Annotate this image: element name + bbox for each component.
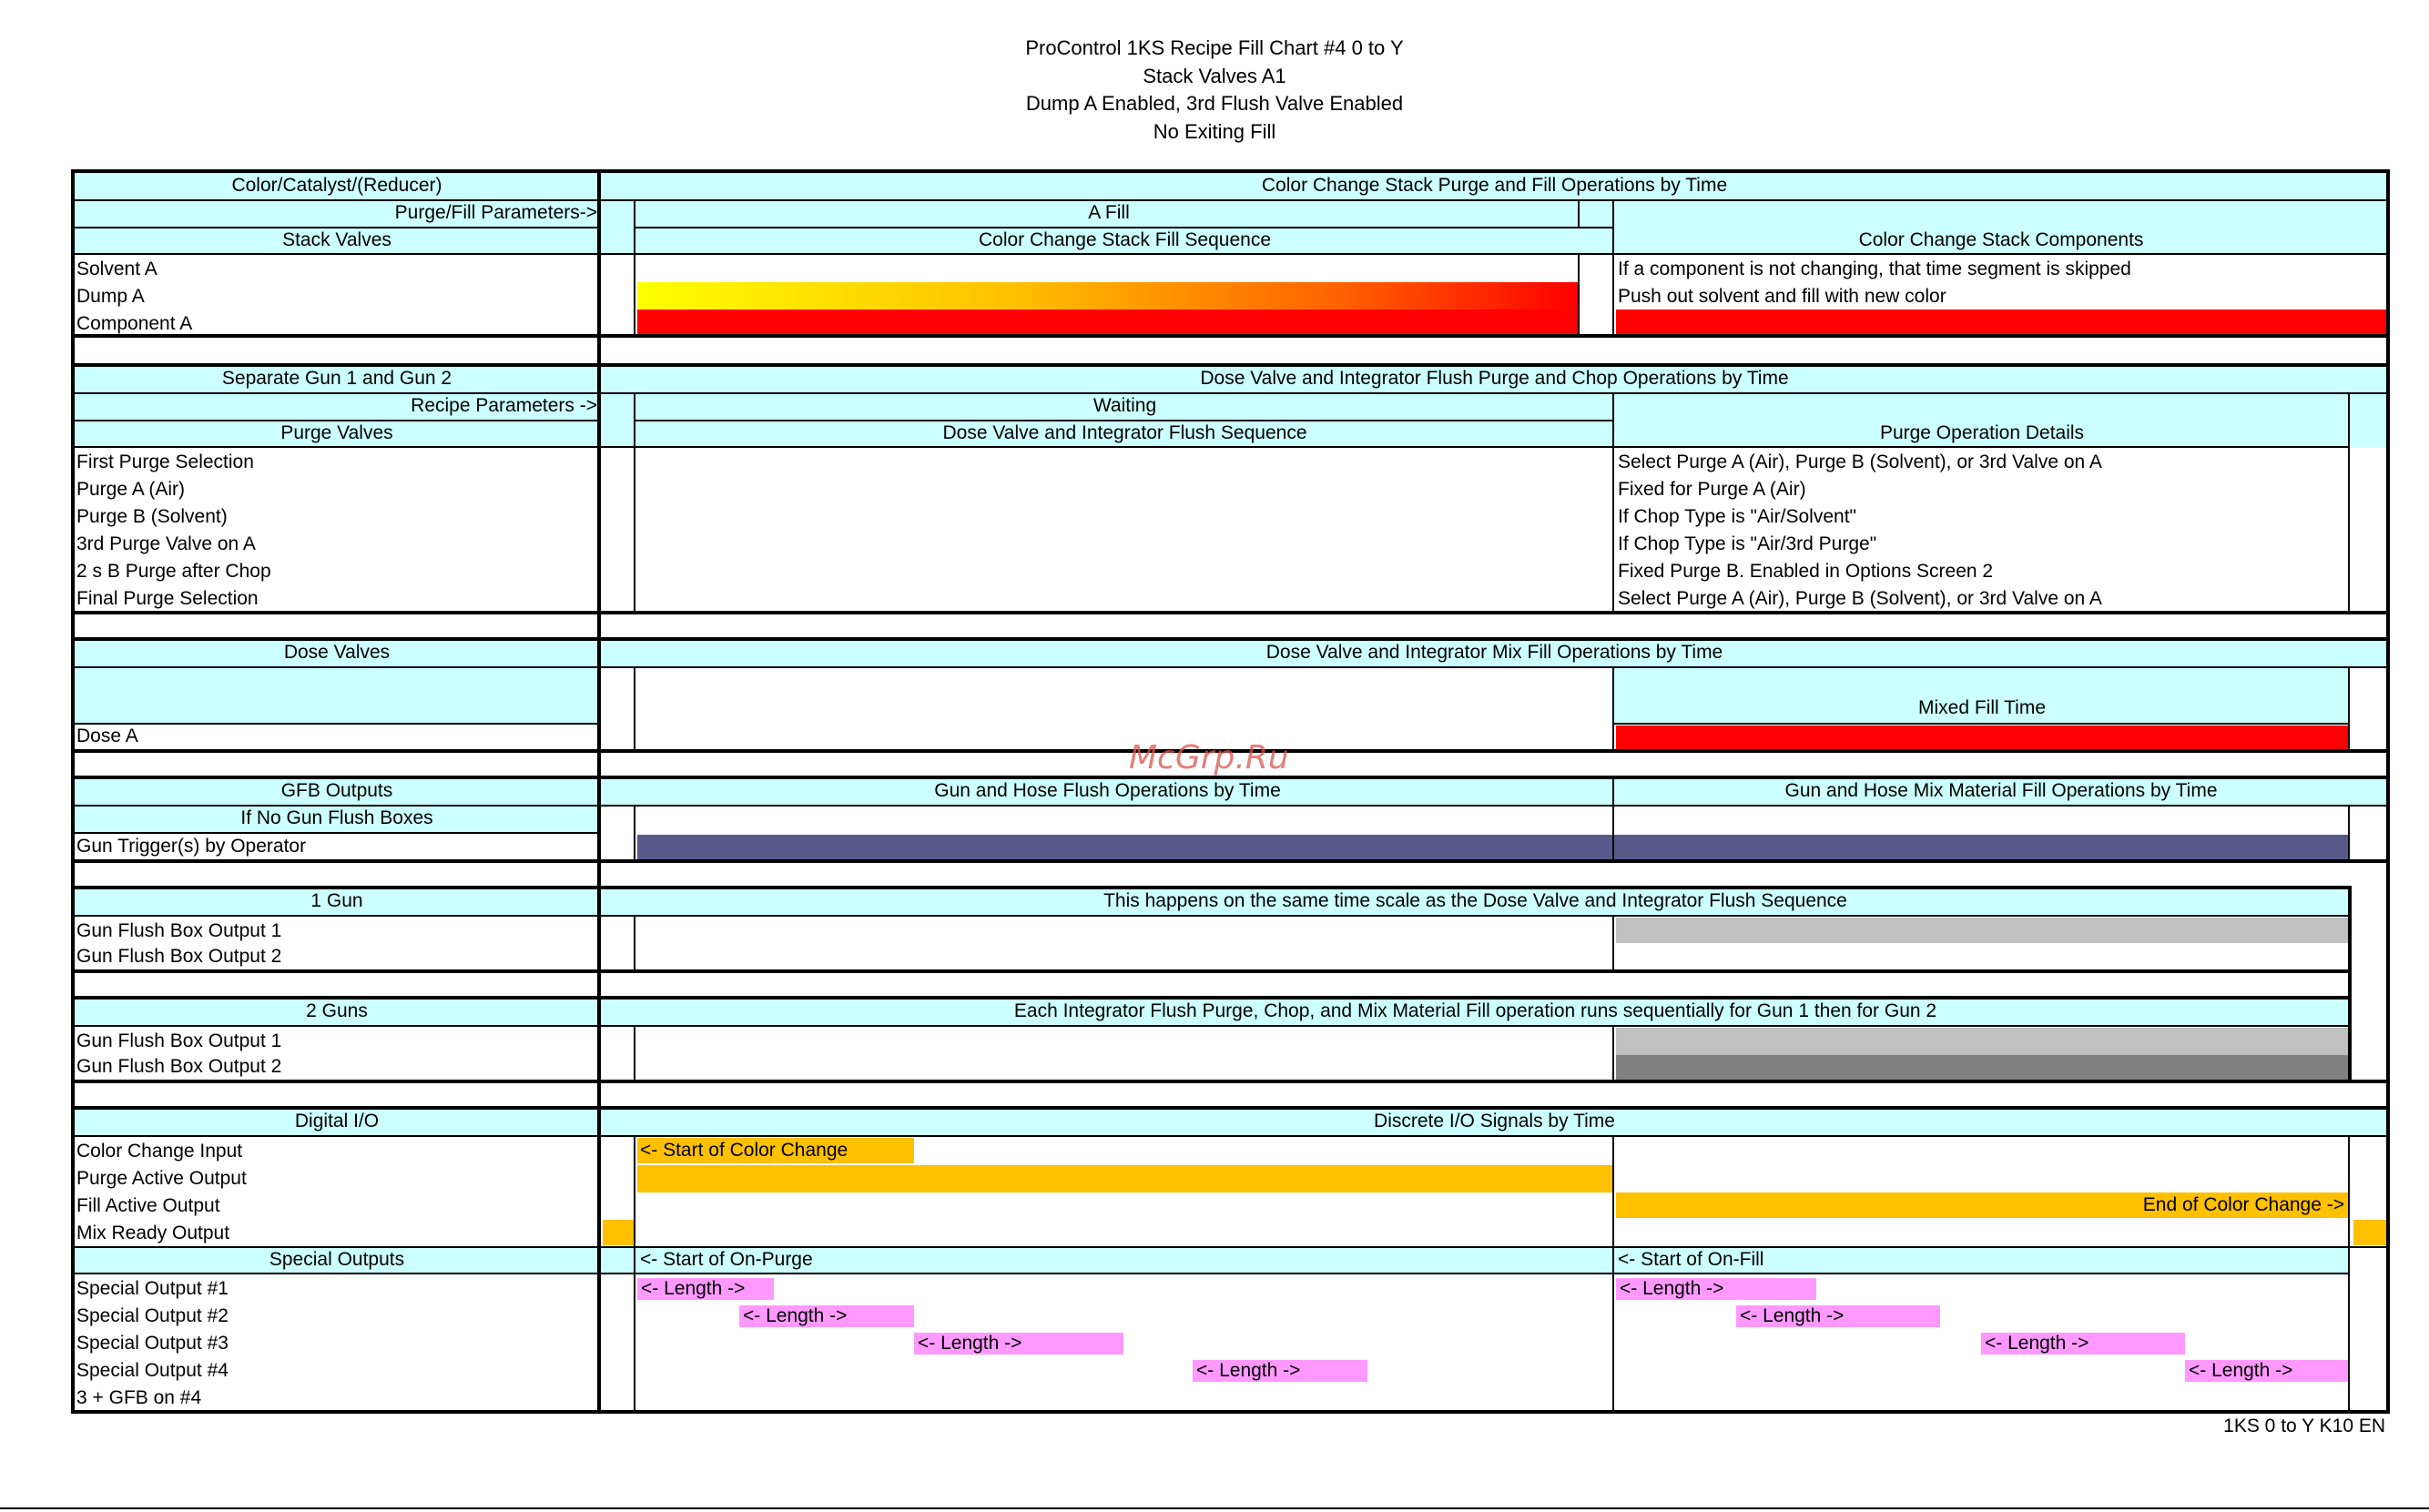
- title-line-2: Stack Valves A1: [1143, 64, 1286, 87]
- s2-row-labels: [76, 449, 271, 613]
- chart-title: [0, 35, 2429, 146]
- start-on-purge-label: <- Start of On-Purge: [640, 1249, 813, 1270]
- s6-right-header: Each Integrator Flush Purge, Chop, and Mix Material Fill operation runs sequentially for Gun 1 then for Gun 2: [1013, 1000, 1937, 1021]
- s5-right-header: This happens on the same time scale as the Dose Valve and Integrator Flush Sequence: [1103, 890, 1847, 911]
- gun-trigger-bar: [637, 835, 2350, 860]
- mix-ready-end-bar: [2353, 1220, 2388, 1245]
- s3-left-header: Dose Valves: [283, 642, 391, 663]
- s8-row-5: 3 + GFB on #4: [76, 1387, 202, 1408]
- s2-row-1: First Purge Selection: [76, 452, 254, 472]
- title-line-4: No Exiting Fill: [1153, 119, 1276, 143]
- s2-detail-3: If Chop Type is "Air/Solvent": [1618, 506, 1856, 527]
- s6-row-1: Gun Flush Box Output 1: [76, 1030, 282, 1051]
- s1-left-group: Stack Valves: [282, 229, 391, 250]
- s2-details: [1618, 449, 2102, 613]
- s2-seq-label: Dose Valve and Integrator Flush Sequence: [942, 422, 1307, 443]
- s4-row-trigger: Gun Trigger(s) by Operator: [76, 836, 307, 857]
- s7-right-header: Discrete I/O Signals by Time: [1374, 1111, 1615, 1131]
- s2-row-5: 2 s B Purge after Chop: [76, 561, 271, 582]
- s8-row-4: Special Output #4: [76, 1360, 229, 1381]
- s7-row-labels: [76, 1138, 247, 1247]
- s5-row-2: Gun Flush Box Output 2: [76, 946, 282, 967]
- gfb-2gun-output1-bar: [1616, 1028, 2350, 1055]
- s2-details-label: Purge Operation Details: [1879, 422, 2085, 443]
- special-1-length-b: <- Length ->: [1616, 1278, 1816, 1300]
- s7-row-4: Mix Ready Output: [76, 1223, 230, 1243]
- s1-seq-label: Color Change Stack Fill Sequence: [978, 229, 1271, 250]
- s2-left-sub: Recipe Parameters ->: [411, 395, 597, 416]
- mixed-fill-bar: [1616, 726, 2350, 749]
- special-2-length-b: <- Length ->: [1736, 1305, 1940, 1327]
- s1-row-labels: [76, 256, 192, 338]
- s2-detail-6: Select Purge A (Air), Purge B (Solvent), or 3rd Valve on A: [1618, 588, 2102, 609]
- s8-row-labels: [76, 1275, 229, 1412]
- s7-row-1: Color Change Input: [76, 1141, 243, 1162]
- s2-row-3: Purge B (Solvent): [76, 506, 228, 527]
- special-4-length-b: <- Length ->: [2185, 1360, 2350, 1382]
- s2-right-header: Dose Valve and Integrator Flush Purge and Chop Operations by Time: [1200, 368, 1789, 389]
- s3-row-dose-a: Dose A: [76, 726, 138, 746]
- special-2-length-a: <- Length ->: [739, 1305, 914, 1327]
- s7-row-3: Fill Active Output: [76, 1195, 220, 1216]
- s8-row-3: Special Output #3: [76, 1333, 229, 1354]
- title-line-1: ProControl 1KS Recipe Fill Chart #4 0 to Y: [1025, 36, 1404, 59]
- start-on-fill-label: <- Start of On-Fill: [1618, 1249, 1764, 1270]
- s2-row-4: 3rd Purge Valve on A: [76, 533, 256, 554]
- s2-left-header: Separate Gun 1 and Gun 2: [221, 368, 452, 389]
- s1-row-component: Component A: [76, 313, 193, 334]
- gfb-2gun-output2-bar: [1616, 1055, 2350, 1080]
- purge-active-bar: [637, 1165, 1612, 1192]
- s5-left-header: 1 Gun: [310, 890, 363, 911]
- s2-waiting-label: Waiting: [1093, 395, 1157, 416]
- title-line-3: Dump A Enabled, 3rd Flush Valve Enabled: [1025, 92, 1404, 115]
- s6-row-2: Gun Flush Box Output 2: [76, 1056, 282, 1077]
- gfb-1gun-output1-bar: [1616, 918, 2350, 943]
- s1-fill-label: A Fill: [1088, 202, 1130, 223]
- s1-note-2: Push out solvent and fill with new color: [1618, 286, 1946, 307]
- s2-row-6: Final Purge Selection: [76, 588, 259, 609]
- dump-a-gradient-bar: [637, 282, 1578, 310]
- s2-detail-5: Fixed Purge B. Enabled in Options Screen 2: [1618, 561, 1994, 582]
- start-color-change-label: <- Start of Color Change: [640, 1140, 849, 1161]
- s3-left-band: [73, 667, 601, 724]
- s2-left-group: Purge Valves: [280, 422, 393, 443]
- special-1-length-a: <- Length ->: [637, 1278, 774, 1300]
- s2-detail-4: If Chop Type is "Air/3rd Purge": [1618, 533, 1877, 554]
- s1-row-solvent: Solvent A: [76, 259, 158, 279]
- s1-gap-band: [601, 200, 635, 255]
- end-color-change-label: End of Color Change ->: [2142, 1194, 2344, 1215]
- s4-right-header: Gun and Hose Mix Material Fill Operations by Time: [1784, 780, 2218, 801]
- s4-mid-header: Gun and Hose Flush Operations by Time: [934, 780, 1281, 801]
- s4-left-sub: If No Gun Flush Boxes: [240, 807, 433, 828]
- s1-left-header: Color/Catalyst/(Reducer): [231, 175, 442, 196]
- s8-row-2: Special Output #2: [76, 1305, 229, 1326]
- s2-detail-2: Fixed for Purge A (Air): [1618, 479, 1806, 500]
- s1-right-header: Color Change Stack Purge and Fill Operations by Time: [1261, 175, 1728, 196]
- s2-gap-band: [601, 393, 635, 448]
- s8-right-band: [601, 1247, 2350, 1273]
- s2-detail-1: Select Purge A (Air), Purge B (Solvent), or 3rd Valve on A: [1618, 452, 2102, 472]
- s5-row-1: Gun Flush Box Output 1: [76, 920, 282, 941]
- s7-row-2: Purge Active Output: [76, 1168, 247, 1189]
- s1-row-dump: Dump A: [76, 286, 145, 307]
- s8-row-1: Special Output #1: [76, 1278, 229, 1299]
- special-3-length-a: <- Length ->: [914, 1333, 1123, 1355]
- watermark-text: McGrp.Ru: [1129, 739, 1289, 776]
- s6-left-header: 2 Guns: [306, 1000, 368, 1021]
- s3-right-header: Dose Valve and Integrator Mix Fill Operations by Time: [1265, 642, 1723, 663]
- bottom-rule: [0, 1507, 2429, 1509]
- s1-left-sub: Purge/Fill Parameters->: [394, 202, 597, 223]
- s7-left-header: Digital I/O: [294, 1111, 380, 1131]
- component-a-stack-bar: [1616, 310, 2388, 335]
- s3-mixed-label: Mixed Fill Time: [1917, 697, 2047, 718]
- footer-code: 1KS 0 to Y K10 EN: [2223, 1416, 2385, 1436]
- s2-row-2: Purge A (Air): [76, 479, 186, 500]
- s1-components-label: Color Change Stack Components: [1858, 229, 2144, 250]
- s8-left-header: Special Outputs: [269, 1249, 405, 1270]
- special-3-length-b: <- Length ->: [1981, 1333, 2185, 1355]
- s1-note-1: If a component is not changing, that time segment is skipped: [1618, 259, 2131, 279]
- s2-end-band: [2350, 393, 2388, 448]
- special-4-length-a: <- Length ->: [1193, 1360, 1367, 1382]
- mix-ready-start-bar: [603, 1220, 634, 1245]
- s4-left-header: GFB Outputs: [280, 780, 393, 801]
- component-a-fill-bar: [637, 310, 1578, 335]
